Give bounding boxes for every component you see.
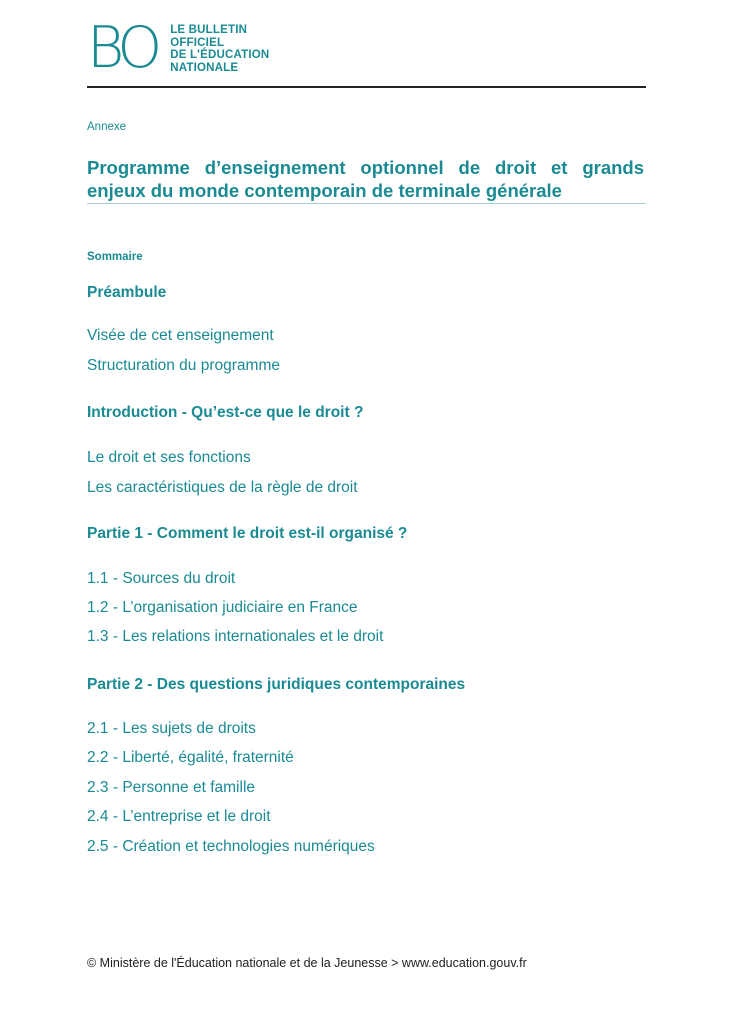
toc-item[interactable]: 1.1 - Sources du droit — [87, 570, 236, 587]
page-title: Programme d’enseignement optionnel de droit et grands enjeux du monde contemporain de terminale générale — [87, 157, 644, 201]
logo-line: NATIONALE — [170, 61, 239, 74]
toc-heading-introduction[interactable]: Introduction - Qu’est-ce que le droit ? — [87, 404, 364, 421]
toc-item[interactable]: Les caractéristiques de la règle de droit — [87, 479, 358, 496]
annex-label: Annexe — [87, 121, 127, 133]
header-divider — [87, 86, 646, 88]
logo-mark: BO — [87, 15, 157, 81]
title-divider — [87, 203, 646, 204]
bulletin-officiel-logo — [87, 15, 270, 81]
toc-item[interactable]: Visée de cet enseignement — [87, 327, 274, 344]
logo-line: LE BULLETIN — [170, 24, 248, 36]
toc-item[interactable]: 2.2 - Liberté, égalité, fraternité — [87, 749, 294, 766]
toc-heading-partie-1[interactable]: Partie 1 - Comment le droit est-il organisé ? — [87, 525, 408, 542]
page-footer: © Ministère de l'Éducation nationale et de la Jeunesse > www.education.gouv.fr — [87, 956, 527, 970]
toc-item[interactable]: 1.3 - Les relations internationales et le droit — [87, 628, 384, 645]
toc-item[interactable]: 2.5 - Création et technologies numériques — [87, 838, 375, 855]
logo-line: OFFICIEL — [170, 36, 225, 49]
toc-item[interactable]: Structuration du programme — [87, 357, 280, 374]
logo-line: DE L'ÉDUCATION — [170, 49, 270, 61]
toc-item[interactable]: 1.2 - L’organisation judiciaire en France — [87, 599, 358, 616]
toc-item[interactable]: 2.3 - Personne et famille — [87, 779, 256, 796]
toc-item[interactable]: 2.4 - L’entreprise et le droit — [87, 808, 271, 825]
summary-label: Sommaire — [87, 251, 143, 263]
logo-text — [170, 24, 269, 74]
toc-heading-partie-2[interactable]: Partie 2 - Des questions juridiques contemporaines — [87, 676, 466, 693]
toc-heading-preambule[interactable]: Préambule — [87, 284, 167, 301]
toc-item[interactable]: 2.1 - Les sujets de droits — [87, 720, 256, 737]
toc-item[interactable]: Le droit et ses fonctions — [87, 449, 251, 466]
